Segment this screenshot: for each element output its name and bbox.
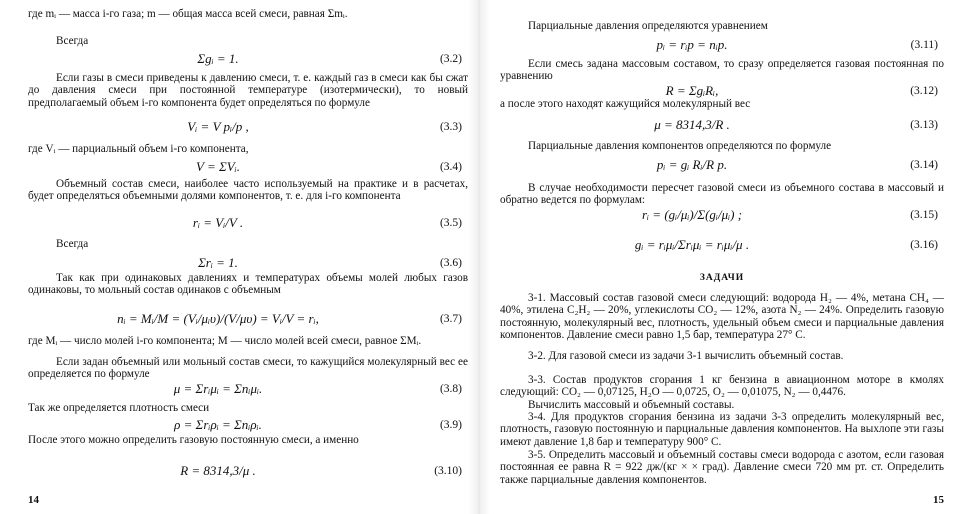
equation-number: (3.8) xyxy=(439,383,462,395)
paragraph: Если газы в смеси приведены к давлению смеси, т. е. каждый газ в смеси как бы сжат до давления смеси при постоянной температуре (изотермически), то новый предполагаемый объем i-го компонента будет определяться по формуле xyxy=(28,72,468,109)
formula: μ = Σrᵢμᵢ = Σnᵢμᵢ. xyxy=(173,381,263,396)
right-page xyxy=(500,0,944,514)
equation-number: (3.4) xyxy=(439,161,462,173)
problem-3-1: 3-1. Массовый состав газовой смеси следующий: водорода H₂ — 4%, метана CH₄ — 40%, этилена C₂H₂ — 20%, углекислоты CO₂ — 12%, азота N₂ — 24%. Определить газовую постоянную, молекулярный вес, плотность, удельный объем смеси и парциальные давления компонентов. Давление смеси равно 1,5 бар, температура 27° С. xyxy=(500,292,944,342)
equation-3-5 xyxy=(28,212,468,234)
equation-3-8 xyxy=(28,378,468,400)
page-number: 15 xyxy=(933,493,944,506)
paragraph: После этого можно определить газовую постоянную смеси, а именно xyxy=(28,434,359,446)
paragraph: Парциальные давления определяются уравнением xyxy=(528,20,768,32)
equation-3-3 xyxy=(28,116,468,138)
equation-number: (3.7) xyxy=(439,313,462,325)
equation-3-11 xyxy=(500,34,944,56)
formula: μ = 8314,3/R . xyxy=(654,117,730,132)
equation-3-2 xyxy=(28,48,468,70)
paragraph: Объемный состав смеси, наиболее часто используемый на практике и в расчетах, будет определяться объемными долями компонентов, т. е. для i-го компонента xyxy=(28,178,468,203)
problem-3-3-task: Вычислить массовый и объемный составы. xyxy=(528,399,735,411)
formula: gᵢ = rᵢμᵢ/Σrᵢμᵢ = rᵢμᵢ/μ . xyxy=(634,237,750,252)
equation-3-9 xyxy=(28,414,468,436)
paragraph: где Mᵢ — число молей i-го компонента; M — число молей всей смеси, равное ΣMᵢ. xyxy=(28,335,422,347)
problem-3-2: 3-2. Для газовой смеси из задачи 3-1 вычислить объемный состав. xyxy=(528,350,844,362)
paragraph: где Vᵢ — парциальный объем i-го компонента, xyxy=(28,143,249,155)
equation-number: (3.6) xyxy=(439,257,462,269)
equation-3-14 xyxy=(500,154,944,176)
formula: R = 8314,3/μ . xyxy=(180,463,256,478)
formula: pᵢ = rᵢp = nᵢp. xyxy=(656,37,728,52)
formula: V = ΣVᵢ. xyxy=(196,159,240,174)
equation-3-13 xyxy=(500,114,944,136)
paragraph: где mᵢ — масса i-го газа; m — общая масса всей смеси, равная Σmᵢ. xyxy=(28,8,348,20)
equation-3-15 xyxy=(500,204,944,226)
equation-3-4 xyxy=(28,156,468,178)
formula: rᵢ = Vᵢ/V . xyxy=(192,215,244,230)
equation-3-7 xyxy=(28,308,468,330)
problem-3-5: 3-5. Определить массовый и объемный составы смеси водорода с азотом, если газовая постоянная ее равна R = 922 дж/(кг × × град). Давление смеси 720 мм рт. ст. Определить также парциальные давления компонентов. xyxy=(500,449,944,486)
paragraph: Если задан объемный или мольный состав смеси, то кажущийся молекулярный вес ее определяется по формуле xyxy=(28,356,468,381)
equation-number: (3.2) xyxy=(439,53,462,65)
equation-3-10 xyxy=(28,460,468,482)
paragraph: Если смесь задана массовым составом, то сразу определяется газовая постоянная по уравнению xyxy=(500,58,944,83)
formula: ρ = Σrᵢρᵢ = Σnᵢρᵢ. xyxy=(174,417,262,432)
paragraph: Парциальные давления компонентов определяются по формуле xyxy=(528,140,832,152)
equation-number: (3.14) xyxy=(910,159,938,171)
equation-number: (3.12) xyxy=(910,85,938,97)
paragraph: Так как при одинаковых давлениях и температурах объемы молей любых газов одинаковы, то мольный состав одинаков с объемным xyxy=(28,272,468,297)
equation-number: (3.15) xyxy=(910,209,938,221)
equation-3-16 xyxy=(500,234,944,256)
book-gutter xyxy=(468,0,490,514)
problem-3-4: 3-4. Для продуктов сгорания бензина из задачи 3-3 определить молекулярный вес, плотность, газовую постоянную и парциальные давления компонентов. На выхлопе эти газы имеют давление 1,8 бар и температуру 900° С. xyxy=(500,411,944,448)
formula: nᵢ = Mᵢ/M = (Vᵢ/μᵢυ)/(V/μυ) = Vᵢ/V = rᵢ, xyxy=(117,311,319,326)
paragraph: Всегда xyxy=(56,35,89,47)
left-page xyxy=(28,0,468,514)
equation-number: (3.16) xyxy=(910,239,938,251)
paragraph: В случае необходимости пересчет газовой смеси из объемного состава в массовый и обратно ведется по формулам: xyxy=(500,182,944,207)
equation-number: (3.3) xyxy=(439,121,462,133)
equation-number: (3.10) xyxy=(434,465,462,477)
equation-number: (3.13) xyxy=(910,119,938,131)
formula: pᵢ = gᵢ Rᵢ/R p. xyxy=(656,157,728,172)
paragraph: Так же определяется плотность смеси xyxy=(28,402,210,414)
equation-number: (3.5) xyxy=(439,217,462,229)
formula: R = ΣgᵢRᵢ, xyxy=(665,83,719,98)
formula: Σrᵢ = 1. xyxy=(198,255,238,270)
section-heading: ЗАДАЧИ xyxy=(699,273,745,283)
equation-3-6 xyxy=(28,252,468,274)
problem-3-3: 3-3. Состав продуктов сгорания 1 кг бензина в авиационном моторе в кмолях следующий: CO₂ — 0,07125, H₂O — 0,0725, O₂ — 0,01075, N₂ — 0,4476. xyxy=(500,374,944,399)
paragraph: Всегда xyxy=(56,238,89,250)
formula: rᵢ = (gᵢ/μᵢ)/Σ(gᵢ/μᵢ) ; xyxy=(641,207,743,222)
formula: Σgᵢ = 1. xyxy=(197,51,239,66)
page-number: 14 xyxy=(28,493,39,506)
equation-number: (3.11) xyxy=(910,39,938,51)
equation-number: (3.9) xyxy=(439,419,462,431)
paragraph: а после этого находят кажущийся молекулярный вес xyxy=(500,98,751,110)
formula: Vᵢ = V pᵢ/p , xyxy=(187,119,249,134)
